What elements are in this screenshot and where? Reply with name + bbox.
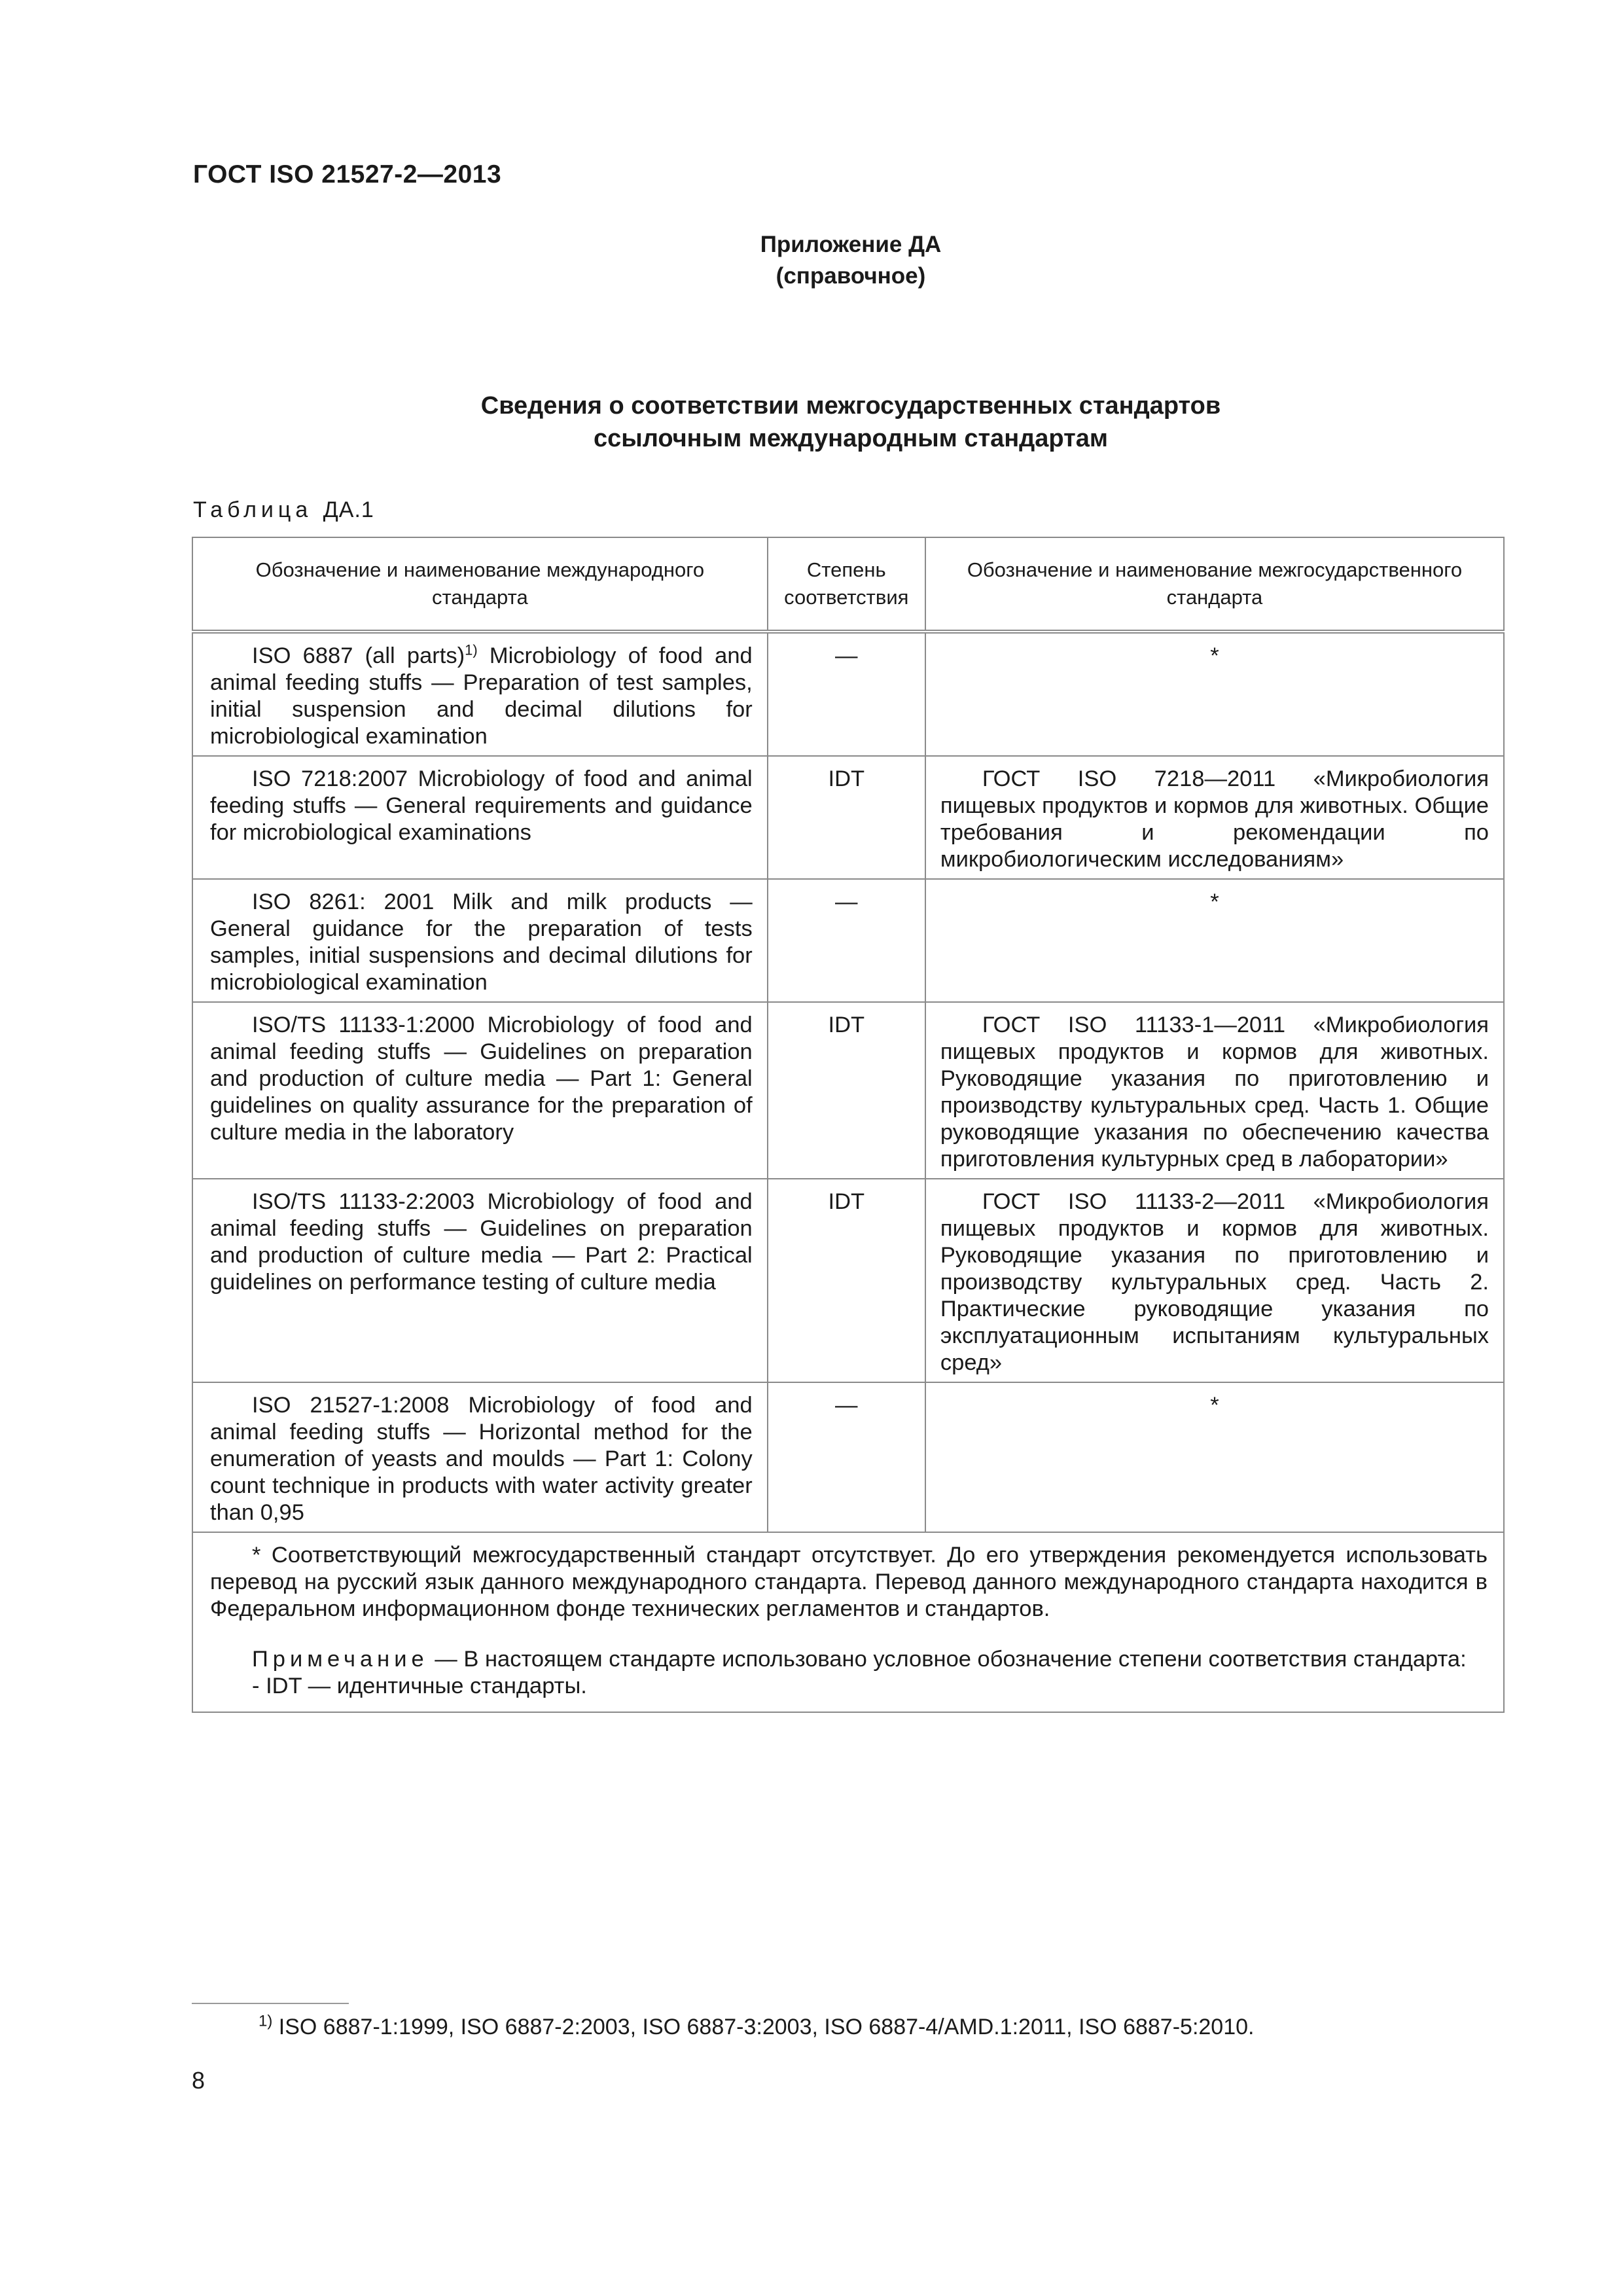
- degree-cell: —: [768, 1382, 925, 1532]
- footnote-ref: 1): [465, 641, 478, 658]
- section-title: [327, 389, 1374, 455]
- intl-standard-cell: [192, 756, 768, 879]
- asterisk-note: * Соответствующий межгосударственный стандарт отсутствует. До его утверждения рекомендуется использовать перевод на русский язык данного международного стандарта. Перевод данного международного стандарта находится в Федеральном информационном фонде технических регламентов и стандартов.: [210, 1543, 1488, 1621]
- interstate-standard-cell: *: [925, 879, 1504, 1002]
- intl-standard-cell: [192, 632, 768, 756]
- header-intl-standard: Обозначение и наименование международного стандарта: [192, 537, 768, 632]
- intl-standard-cell: [192, 1002, 768, 1179]
- degree-cell: IDT: [768, 1179, 925, 1382]
- footnote: [259, 2013, 1254, 2041]
- header-degree: Степень соответствия: [768, 537, 925, 632]
- degree-cell: —: [768, 879, 925, 1002]
- interstate-standard-cell: [925, 1179, 1504, 1382]
- note-paragraph: [210, 1646, 1488, 1673]
- table-row: [192, 756, 1504, 879]
- interstate-standard-cell: [925, 756, 1504, 879]
- intl-standard-text: ISO 8261: 2001 Milk and milk products — General guidance for the preparation of tests samples, initial suspensions and decimal dilutions for microbiological examination: [210, 889, 753, 995]
- table-row: [192, 1002, 1504, 1179]
- section-title-line-1: Сведения о соответствии межгосударственных стандартов: [480, 392, 1221, 420]
- table-caption-number: ДА.1: [323, 497, 374, 522]
- header-interstate-standard: Обозначение и наименование межгосударственного стандарта: [925, 537, 1504, 632]
- intl-standard-text: ISO 6887 (all parts): [252, 643, 465, 668]
- degree-cell: IDT: [768, 756, 925, 879]
- note-text: — В настоящем стандарте использовано условное обозначение степени соответствия стандарта:: [428, 1647, 1467, 1672]
- intl-standard-text: ISO 7218:2007 Microbiology of food and animal feeding stuffs — General requirements and guidance for microbiological examinations: [210, 766, 753, 845]
- degree-cell: —: [768, 632, 925, 756]
- table-header-row: [192, 537, 1504, 632]
- table-row: [192, 879, 1504, 1002]
- table-row: [192, 1179, 1504, 1382]
- section-title-line-2: ссылочным международным стандартам: [593, 425, 1108, 452]
- table-row: [192, 632, 1504, 756]
- interstate-standard-text: ГОСТ ISO 11133-1—2011 «Микробиология пищевых продуктов и кормов для животных. Руководящие указания по приготовлению и производству культуральных сред. Часть 1. Общие руководящие указания по обеспечению качества приготовления культурных сред в лаборатории»: [940, 1013, 1489, 1172]
- interstate-standard-cell: [925, 1002, 1504, 1179]
- degree-cell: IDT: [768, 1002, 925, 1179]
- intl-standard-cell: [192, 1382, 768, 1532]
- correspondence-table: [192, 537, 1505, 1713]
- appendix-title: Приложение ДА: [760, 232, 942, 257]
- note-list-item: - IDT — идентичные стандарты.: [252, 1674, 587, 1698]
- table-note-row: [192, 1532, 1504, 1712]
- intl-standard-text-cont: Microbiology of food and animal feeding stuffs — Preparation of test samples, initial suspension and decimal dilutions for microbiological examination: [210, 643, 753, 749]
- appendix-heading: [654, 229, 1047, 292]
- footnote-separator: [192, 2003, 349, 2004]
- table-caption-word: Таблица: [193, 497, 313, 522]
- intl-standard-cell: [192, 1179, 768, 1382]
- table-row: [192, 1382, 1504, 1532]
- table-note-cell: [192, 1532, 1504, 1712]
- interstate-standard-text: ГОСТ ISO 11133-2—2011 «Микробиология пищевых продуктов и кормов для животных. Руководящие указания по приготовлению и производству культуральных сред. Часть 2. Практические руководящие указания по эксплуатационным испытаниям культуральных сред»: [940, 1189, 1489, 1375]
- intl-standard-text: ISO/TS 11133-2:2003 Microbiology of food and animal feeding stuffs — Guidelines on preparation and production of culture media — Part 2: Practical guidelines on performance testing of culture media: [210, 1189, 753, 1295]
- footnote-marker: 1): [259, 2012, 273, 2030]
- interstate-standard-cell: *: [925, 1382, 1504, 1532]
- note-label: Примечание: [252, 1647, 429, 1672]
- page-number: 8: [192, 2067, 205, 2094]
- appendix-type: (справочное): [776, 263, 926, 289]
- interstate-standard-cell: *: [925, 632, 1504, 756]
- intl-standard-text: ISO 21527-1:2008 Microbiology of food and animal feeding stuffs — Horizontal method for the enumeration of yeasts and moulds — Part 1: Colony count technique in products with water activity greater than 0,95: [210, 1393, 753, 1525]
- intl-standard-cell: [192, 879, 768, 1002]
- document-code: ГОСТ ISO 21527-2—2013: [193, 160, 502, 188]
- footnote-text: ISO 6887-1:1999, ISO 6887-2:2003, ISO 6887-3:2003, ISO 6887-4/AMD.1:2011, ISO 6887-5:2010.: [272, 2015, 1255, 2039]
- interstate-standard-text: ГОСТ ISO 7218—2011 «Микробиология пищевых продуктов и кормов для животных. Общие требования и рекомендации по микробиологическим исследованиям»: [940, 766, 1489, 872]
- intl-standard-text: ISO/TS 11133-1:2000 Microbiology of food and animal feeding stuffs — Guidelines on preparation and production of culture media — Part 1: General guidelines on quality assurance for the preparation of culture media in the laboratory: [210, 1013, 753, 1145]
- table-caption: [193, 497, 374, 523]
